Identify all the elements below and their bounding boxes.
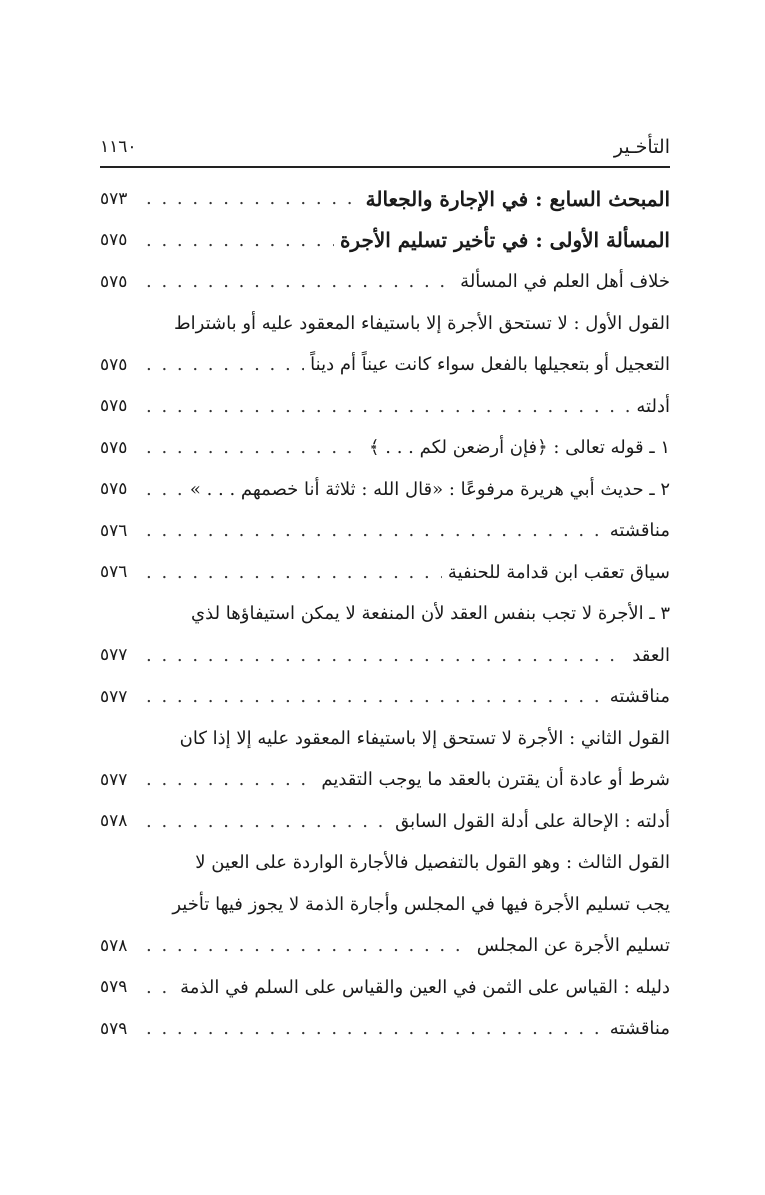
toc-entry-page: ٥٧٦ xyxy=(100,562,128,583)
toc-entry-title: التعجيل أو بتعجيلها بالفعل سواء كانت عيناً أم ديناً xyxy=(310,354,670,376)
toc-entry xyxy=(100,510,670,552)
toc-entry-page: ٥٧٨ xyxy=(100,935,128,956)
toc-leader-dots xyxy=(146,271,454,292)
toc-entry-title: أدلته xyxy=(636,395,670,417)
toc-entry-page: ٥٧٦ xyxy=(100,520,128,541)
running-title: التأخـير xyxy=(613,136,670,158)
toc-entry-page: ٥٧٧ xyxy=(100,686,128,707)
toc-entry-page: ٥٧٥ xyxy=(100,396,128,417)
toc-entry-title: العقد xyxy=(632,644,670,666)
toc-leader-dots xyxy=(146,437,363,458)
toc-entry xyxy=(100,178,670,220)
toc-entry-page: ٥٧٩ xyxy=(100,977,128,998)
toc-entry xyxy=(100,593,670,635)
toc-leader-dots xyxy=(146,1018,604,1039)
toc-entry-title: ١ ـ قوله تعالى : ﴿فإن أرضعن لكم . . . ﴾ xyxy=(369,437,670,459)
toc-entry-page: ٥٧٧ xyxy=(100,769,128,790)
toc-leader-dots xyxy=(146,520,604,541)
toc-entry xyxy=(100,967,670,1009)
toc-entry xyxy=(100,220,670,262)
toc-entry-title: خلاف أهل العلم في المسألة xyxy=(460,271,670,293)
toc-entry-title: ٢ ـ حديث أبي هريرة مرفوعًا : «قال الله : ثلاثة أنا خصمهم . . . » xyxy=(189,478,670,500)
toc-entry xyxy=(100,884,670,926)
toc-entry-page: ٥٧٥ xyxy=(100,354,128,375)
toc-entry-page: ٥٧٥ xyxy=(100,271,128,292)
toc-leader-dots xyxy=(146,479,184,500)
toc-entry-title: المسألة الأولى : في تأخير تسليم الأجرة xyxy=(339,228,670,253)
toc-leader-dots xyxy=(146,769,315,790)
toc-entry xyxy=(100,261,670,303)
toc-entry xyxy=(100,842,670,884)
toc-entry-page: ٥٧٩ xyxy=(100,1018,128,1039)
toc-leader-dots xyxy=(146,230,334,251)
toc-entry-title: مناقشته xyxy=(609,686,670,708)
toc-entry-page: ٥٧٥ xyxy=(100,230,128,251)
toc-leader-dots xyxy=(146,396,630,417)
toc-entry xyxy=(100,635,670,677)
toc-leader-dots xyxy=(146,977,174,998)
toc-entry-title: مناقشته xyxy=(609,520,670,542)
page-number: ١١٦٠ xyxy=(100,137,137,157)
running-header xyxy=(100,130,670,164)
toc-entry-title: القول الأول : لا تستحق الأجرة إلا باستيفاء المعقود عليه أو باشتراط xyxy=(174,312,670,334)
toc-entry-page: ٥٧٣ xyxy=(100,188,128,209)
toc-leader-dots xyxy=(146,645,626,666)
toc-entry xyxy=(100,1008,670,1050)
table-of-contents xyxy=(100,178,670,1050)
toc-entry xyxy=(100,759,670,801)
toc-entry xyxy=(100,386,670,428)
toc-entry-title: يجب تسليم الأجرة فيها في المجلس وأجارة الذمة لا يجوز فيها تأخير xyxy=(172,893,670,915)
toc-entry-page: ٥٧٥ xyxy=(100,437,128,458)
toc-entry xyxy=(100,427,670,469)
toc-entry xyxy=(100,718,670,760)
toc-entry-title: القول الثاني : الأجرة لا تستحق إلا باستيفاء المعقود عليه إلا إذا كان xyxy=(179,727,670,749)
toc-entry xyxy=(100,801,670,843)
toc-entry-page: ٥٧٥ xyxy=(100,479,128,500)
toc-leader-dots xyxy=(146,354,304,375)
toc-entry-title: تسليم الأجرة عن المجلس xyxy=(476,935,670,957)
toc-entry xyxy=(100,676,670,718)
toc-leader-dots xyxy=(146,188,360,209)
toc-entry xyxy=(100,552,670,594)
toc-entry-page: ٥٧٧ xyxy=(100,645,128,666)
toc-leader-dots xyxy=(146,562,442,583)
toc-leader-dots xyxy=(146,686,604,707)
toc-entry-title: المبحث السابع : في الإجارة والجعالة xyxy=(365,186,670,211)
toc-entry xyxy=(100,303,670,345)
toc-entry-title: دليله : القياس على الثمن في العين والقياس على السلم في الذمة xyxy=(180,976,670,998)
toc-entry-page: ٥٧٨ xyxy=(100,811,128,832)
toc-entry-title: أدلته : الإحالة على أدلة القول السابق xyxy=(395,810,670,832)
header-rule xyxy=(100,166,670,168)
toc-entry xyxy=(100,469,670,511)
toc-entry-title: شرط أو عادة أن يقترن بالعقد ما يوجب التقديم xyxy=(321,769,670,791)
toc-entry-title: سياق تعقب ابن قدامة للحنفية xyxy=(447,561,670,583)
toc-entry-title: مناقشته xyxy=(609,1018,670,1040)
toc-entry xyxy=(100,344,670,386)
toc-leader-dots xyxy=(146,811,389,832)
toc-leader-dots xyxy=(146,935,471,956)
toc-entry xyxy=(100,925,670,967)
toc-page xyxy=(100,0,670,1195)
toc-entry-title: القول الثالث : وهو القول بالتفصيل فالأجارة الواردة على العين لا xyxy=(195,852,670,874)
toc-entry-title: ٣ ـ الأجرة لا تجب بنفس العقد لأن المنفعة لا يمكن استيفاؤها لذي xyxy=(191,603,670,625)
